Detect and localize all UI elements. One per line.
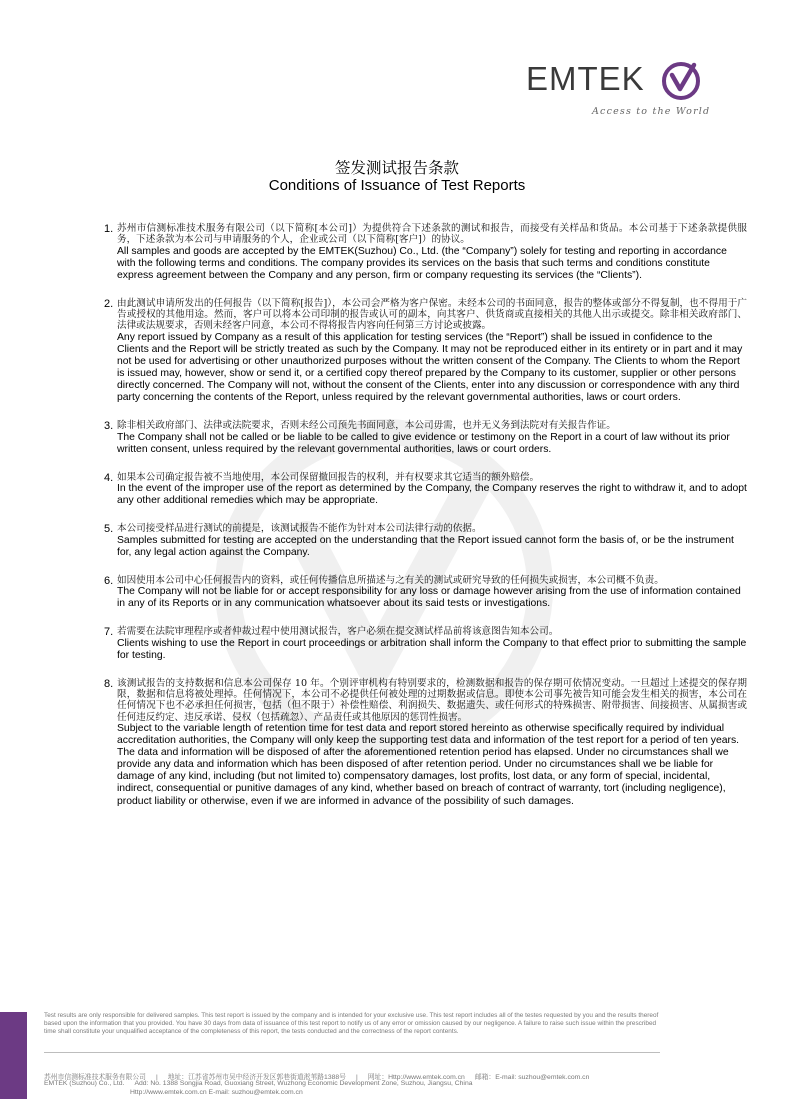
clause-number: 7. <box>104 626 114 639</box>
clause-text-cn: 苏州市信测标准技术服务有限公司（以下简称[本公司]）为提供符合下述条款的测试和报告，而接受有关样品和货品。本公司基于下述条款提供服务，下述条款为本公司与申请服务的个人，企业或公司（以下简称[客户]）的协议。 <box>117 223 747 246</box>
clause-number: 3. <box>104 420 114 433</box>
clause-number: 8. <box>104 677 114 690</box>
page-title-cn: 签发测试报告条款 <box>334 159 459 177</box>
clause-number: 2. <box>104 297 114 310</box>
clause-item <box>104 678 747 808</box>
footer-disclaimer: Test results are only responsible for delivered samples. This test report is issued by the company and is intended for your exclusive use. This test report includes all of the testes requested by you and the results thereof based upon the information that you provided. You have 30 days from data of issuance of this test report to notify us of any error or omission caused by our negligence. A failure to raise such issue within the prescribed time shall constitute your unqualified acceptance of the completeness of this report, the tests conducted and the correctness of the report contents. <box>44 1012 659 1036</box>
clause-text-en: Subject to the variable length of retention time for test data and report stored hereinto as otherwise specifically required by individual accreditation authorities, the Company will only keep the supporting test data and information of the test report for a period of ten years. The data and information will be disposed of after the aforementioned retention period has elapsed. Under no circumstances shall we provide any data and information which has been disposed of after retention period. Under no circumstances shall we be liable for damage of any kind, including (but not limited to) compensatory damages, lost profits, lost data, or any form of special, incidental, indirect, consequential or punitive damages of any kind, whether based on breach of contract of warranty, tort (including negligence), product liability or otherwise, even if we are informed in advance of the possibility of such damages. <box>117 722 740 807</box>
clause-item <box>104 298 747 404</box>
footer-email-cn[interactable]: 邮箱：E-mail: suzhou@emtek.com.cn <box>474 1074 590 1081</box>
clause-text-en: All samples and goods are accepted by the EMTEK(Suzhou) Co., Ltd. (the “Company”) solely for testing and reporting in accordance with the following terms and conditions. The company provides its services on the basis that such terms and conditions constitute express agreement between the Company and any person, firm or company requesting its services (the “Clients”). <box>117 245 727 281</box>
clause-number: 4. <box>104 471 114 484</box>
clause-text-cn: 除非相关政府部门、法律或法院要求，否则未经公司预先书面同意，本公司毋需，也并无义务到法院对有关报告作证。 <box>117 420 616 432</box>
clause-text-cn: 该测试报告的支持数据和信息本公司保存 10 年。个别评审机构有特别要求的，检测数据和报告的保存期可依情况变动。一旦超过上述提交的保存期限，数据和信息将被处理掉。任何情况下，本公司不必提供任何被处理的过期数据或信息。即使本公司事先被告知可能会发生相关的损害，本公司在任何情况下也不必承担任何损害，包括（但不限于）补偿性赔偿、利润损失、数据遗失、或任何形式的特殊损害、附带损害、间接损害、从属损害或任何违反约定、违反承诺、侵权（包括疏忽）、产品责任或其他原因的惩罚性损害。 <box>117 677 747 723</box>
clause-item <box>104 420 747 455</box>
footer-address-cn-text: 地址：江苏省苏州市吴中经济开发区郭巷街道淞苇路1388号 <box>167 1074 346 1081</box>
clause-item <box>104 523 747 558</box>
clause-text-en: Clients wishing to use the Report in court proceedings or arbitration shall inform the Company to that effect prior to submitting the sample for testing. <box>117 637 747 661</box>
clause-number: 5. <box>104 523 114 536</box>
footer-accent-bar <box>0 1012 27 1099</box>
clause-text-cn: 由此测试申请所发出的任何报告（以下简称[报告]），本公司会严格为客户保密。未经本公司的书面同意，报告的整体或部分不得复制，也不得用于广告或授权的其他用途。然而，客户可以将本公司印制的报告或认可的副本，向其客户、供货商或直接相关的其他人出示或提交。除非相关政府部门、法律或法规要求，否则未经客户同意，本公司不得将报告内容向任何第三方讨论或披露。 <box>117 297 747 332</box>
footer-address-cn: 苏州市信测标准技术服务有限公司 | 地址：江苏省苏州市吴中经济开发区郭巷街道淞苇路1388号 | 网址：Http://www.emtek.com.cn 邮箱：E-mail: suzhou@emtek.com.cn <box>44 1074 590 1081</box>
company-logo <box>526 58 716 120</box>
clause-text-en: Samples submitted for testing are accepted on the understanding that the Report issued cannot form the basis of, or be the instrument for, any legal action against the Company. <box>117 534 734 558</box>
clause-list <box>104 223 747 824</box>
footer-company-en: EMTEK (Suzhou) Co., Ltd. <box>44 1080 125 1087</box>
clause-number: 6. <box>104 574 114 587</box>
footer-web-cn[interactable]: 网址：Http://www.emtek.com.cn <box>367 1074 465 1081</box>
logo-checkmark-icon <box>660 60 702 102</box>
clause-item <box>104 626 747 661</box>
clause-text-en: Any report issued by Company as a result of this application for testing services (the “Report”) shall be issued in confidence to the Clients and the Report will be strictly treated as such by the Company. It may not be reproduced either in its entirety or in part and it may not be used for advertising or other unauthorized purposes without the written consent of the Company. The Clients to whom the Report is issued may, however, show or send it, or a certified copy thereof prepared by the Company to its customer, supplier or other persons directly concerned. The Company will not, without the consent of the Clients, enter into any discussion or correspondence with any third party concerning the contents of the Report, unless required by the relevant governmental authorities, laws or court orders. <box>117 331 743 404</box>
page-title-en: Conditions of Issuance of Test Reports <box>268 177 526 194</box>
footer-company-cn: 苏州市信测标准技术服务有限公司 <box>44 1074 146 1081</box>
footer-address-en <box>44 1080 473 1087</box>
logo-wordmark: EMTEK <box>526 60 645 97</box>
footer-web-email-en[interactable]: Http://www.emtek.com.cn E-mail: suzhou@emtek.com.cn <box>130 1089 303 1096</box>
footer-address-en-text: Add: No. 1388 Songjia Road, Guoxiang Street, Wuzhong Economic Development Zone, Suzhou, Jiangsu, China <box>134 1080 473 1087</box>
clause-text-en: The Company shall not be called or be liable to be called to give evidence or testimony on the Report in a court of law without its prior written consent, unless required by the relevant governmental authorities, laws or court orders. <box>117 431 730 455</box>
logo-tagline: Access to the World <box>592 106 711 117</box>
footer-divider <box>44 1052 660 1053</box>
clause-text-cn: 本公司接受样品进行测试的前提是，该测试报告不能作为针对本公司法律行动的依据。 <box>117 523 482 535</box>
clause-item <box>104 472 747 507</box>
clause-item <box>104 223 747 282</box>
clause-text-cn: 如果本公司确定报告被不当地使用，本公司保留撤回报告的权利，并有权要求其它适当的额外赔偿。 <box>117 471 540 483</box>
clause-text-en: The Company will not be liable for or accept responsibility for any loss or damage however arising from the use of information contained in any of its Reports or in any communication whatsoever about its said tests or investigations. <box>117 586 741 610</box>
clause-text-en: In the event of the improper use of the report as determined by the Company, the Company reserves the right to withdraw it, and to adopt any other additional remedies which may be appropriate. <box>117 483 747 507</box>
clause-text-cn: 若需要在法院审理程序或者仲裁过程中使用测试报告，客户必须在提交测试样品前将该意图告知本公司。 <box>117 626 559 638</box>
clause-item <box>104 575 747 610</box>
clause-number: 1. <box>104 223 114 235</box>
clause-text-cn: 如因使用本公司中心任何报告内的资料，或任何传播信息所描述与之有关的测试或研究导致的任何损失或损害，本公司概不负责。 <box>117 574 664 586</box>
